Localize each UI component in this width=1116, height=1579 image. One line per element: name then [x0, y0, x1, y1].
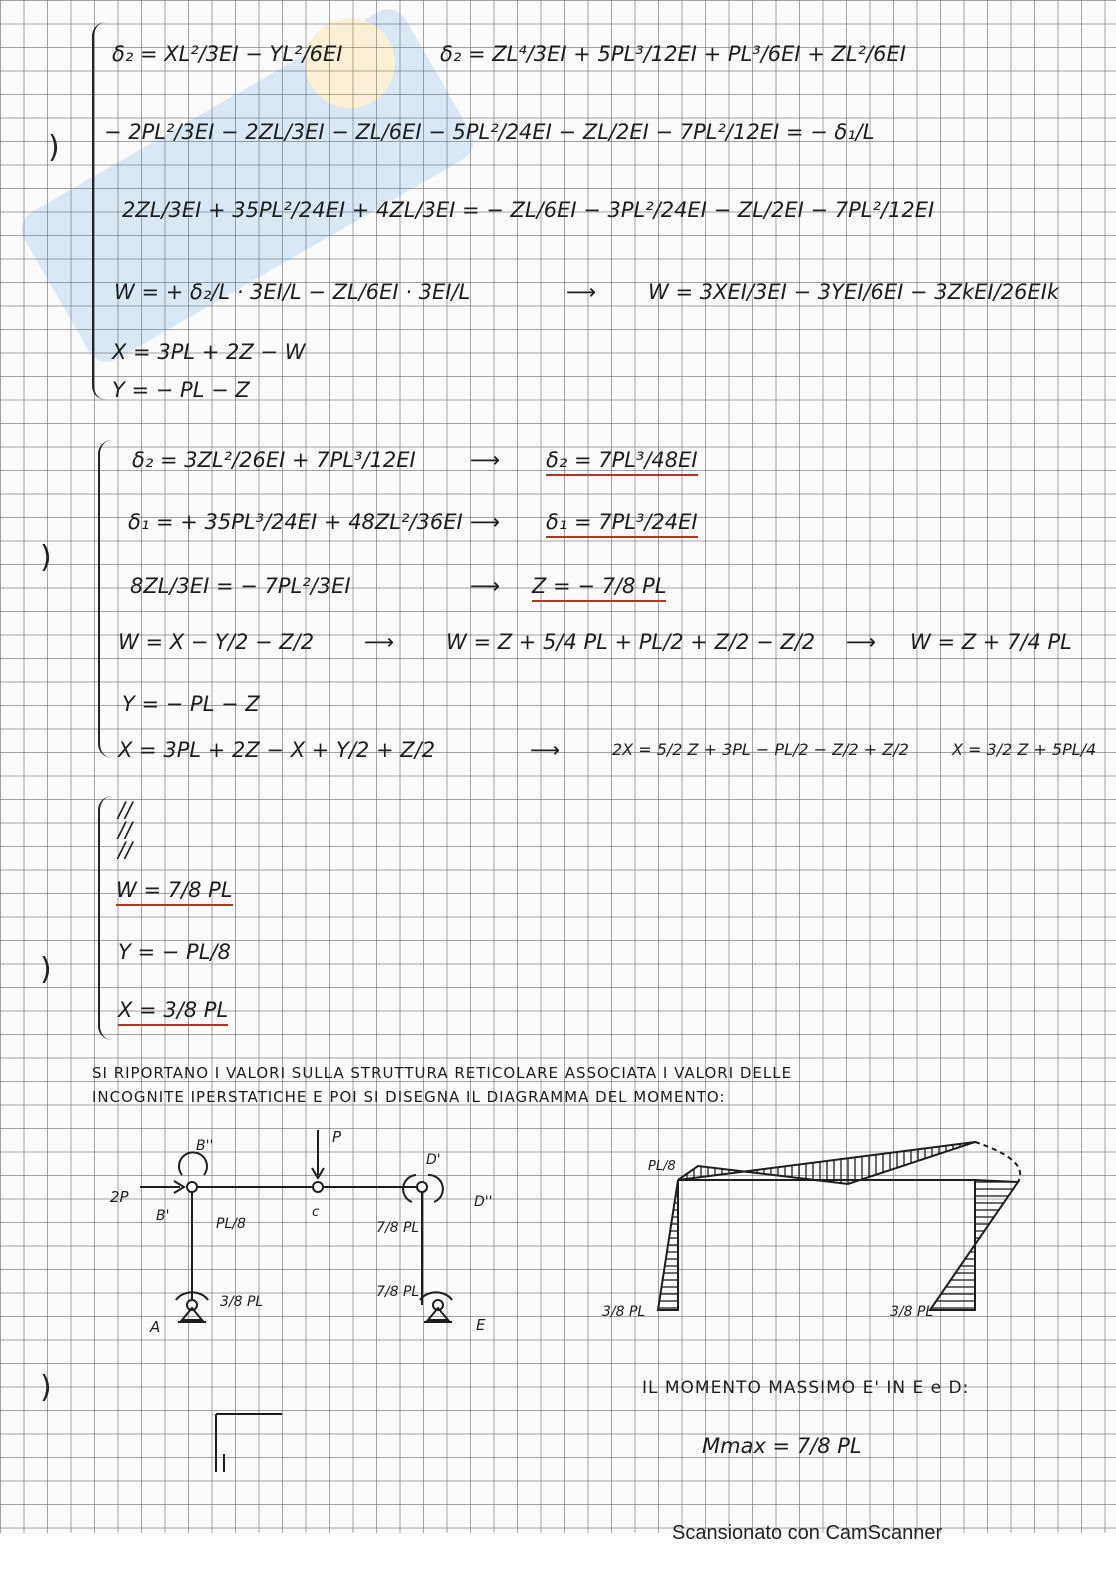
- brace-marker-2: ): [40, 540, 52, 575]
- scanner-footer-band: [0, 1533, 1116, 1579]
- brace-marker-4: ): [40, 1370, 52, 1405]
- moment-3pl8: 3/8 PL: [220, 1294, 264, 1310]
- sys1-eq4-left: W = + δ₂/L · 3EI/L − ZL/6EI · 3EI/L: [114, 280, 471, 304]
- sys1-eq4-right: W = 3XEI/3EI − 3YEI/6EI − 3ZkEI/26EIk: [648, 280, 1060, 304]
- brace-system-2: [98, 440, 114, 758]
- moment-diagram: [600, 1130, 1040, 1340]
- sys1-arrow: ⟶: [566, 280, 597, 304]
- sys1-eq6: Y = − PL − Z: [112, 378, 250, 402]
- sys1-eq2: − 2PL²/3EI − 2ZL/3EI − ZL/6EI − 5PL²/24EI − ZL/2EI − 7PL²/12EI = − δ₁/L: [104, 120, 875, 144]
- moment-pl8: PL/8: [216, 1216, 246, 1232]
- sys1-eq5: X = 3PL + 2Z − W: [112, 340, 306, 364]
- sys2-eq2-right: δ₁ = 7PL³/24EI: [546, 512, 698, 538]
- label-d1: D': [426, 1152, 441, 1168]
- diagram-top-left: PL/8: [648, 1159, 676, 1174]
- sys2-arrow-1: ⟶: [470, 448, 501, 472]
- text-line-1: SI RIPORTANO I VALORI SULLA STRUTTURA RETICOLARE ASSOCIATA I VALORI DELLE: [92, 1064, 793, 1082]
- scanner-footer-text: Scansionato con CamScanner: [672, 1522, 943, 1544]
- conclusion-line: IL MOMENTO MASSIMO E' IN E e D:: [642, 1378, 970, 1398]
- sys2-arrow-3: ⟶: [470, 574, 501, 598]
- sys1-eq3: 2ZL/3EI + 35PL²/24EI + 4ZL/3EI = − ZL/6EI − 3PL²/24EI − ZL/2EI − 7PL²/12EI: [122, 198, 935, 222]
- label-b2: B'': [196, 1138, 214, 1154]
- sys2-eq2-left: δ₁ = + 35PL³/24EI + 48ZL²/36EI: [128, 510, 463, 534]
- sys2-arrow-4: ⟶: [364, 630, 395, 654]
- conclusion-formula: Mmax = 7/8 PL: [702, 1434, 862, 1458]
- result-w: W = 7/8 PL: [116, 880, 233, 906]
- brace-results: [98, 796, 114, 1040]
- label-2p: 2P: [110, 1188, 129, 1206]
- sys2-eq1-right: δ₂ = 7PL³/48EI: [546, 450, 698, 476]
- diagram-bot-right: 3/8 PL: [890, 1304, 934, 1320]
- structure-sketch: [100, 1120, 520, 1350]
- sys2-eq4-mid: W = Z + 5/4 PL + PL/2 + Z/2 − Z/2: [446, 630, 816, 654]
- moment-7pl8-bot: 7/8 PL: [376, 1284, 420, 1300]
- sys2-eq6-right: X = 3/2 Z + 5PL/4: [952, 740, 1097, 759]
- label-c: c: [312, 1205, 320, 1220]
- sys2-eq5: Y = − PL − Z: [122, 692, 260, 716]
- sys2-eq3-left: 8ZL/3EI = − 7PL²/3EI: [130, 574, 351, 598]
- diagram-bot-left: 3/8 PL: [602, 1304, 646, 1320]
- sys2-eq6-mid: 2X = 5/2 Z + 3PL − PL/2 − Z/2 + Z/2: [612, 740, 909, 759]
- sys2-eq3-right: Z = − 7/8 PL: [532, 576, 666, 602]
- corner-mark: [212, 1410, 292, 1480]
- sys1-eq1-left: δ₂ = XL²/3EI − YL²/6EI: [112, 42, 343, 66]
- sys2-eq4-right: W = Z + 7/4 PL: [910, 630, 1072, 654]
- brace-system-1: [92, 22, 108, 400]
- sys2-arrow-6: ⟶: [530, 738, 561, 762]
- text-line-2: INCOGNITE IPERSTATICHE E POI SI DISEGNA IL DIAGRAMMA DEL MOMENTO:: [92, 1088, 726, 1106]
- sys1-eq1-right: δ₂ = ZL⁴/3EI + 5PL³/12EI + PL³/6EI + ZL²/6EI: [440, 42, 906, 66]
- label-p: P: [332, 1128, 342, 1146]
- sys2-eq6-left: X = 3PL + 2Z − X + Y/2 + Z/2: [118, 738, 436, 762]
- result-x: X = 3/8 PL: [118, 1000, 228, 1026]
- brace-marker-3: ): [40, 952, 52, 987]
- label-d2: D'': [474, 1194, 493, 1210]
- sys2-arrow-2: ⟶: [470, 510, 501, 534]
- result-y: Y = − PL/8: [118, 940, 231, 964]
- sys2-eq1-left: δ₂ = 3ZL²/26EI + 7PL³/12EI: [132, 448, 416, 472]
- sys2-arrow-5: ⟶: [846, 630, 877, 654]
- sys2-eq4-left: W = X − Y/2 − Z/2: [118, 630, 315, 654]
- moment-7pl8-top: 7/8 PL: [376, 1220, 420, 1236]
- label-e: E: [476, 1316, 486, 1334]
- label-b1: B': [156, 1208, 170, 1224]
- brace-marker-1: ): [48, 130, 60, 165]
- results-ditto-2: //: [118, 818, 133, 842]
- results-ditto-3: //: [118, 838, 133, 862]
- label-a: A: [150, 1318, 161, 1336]
- results-ditto-1: //: [118, 798, 133, 822]
